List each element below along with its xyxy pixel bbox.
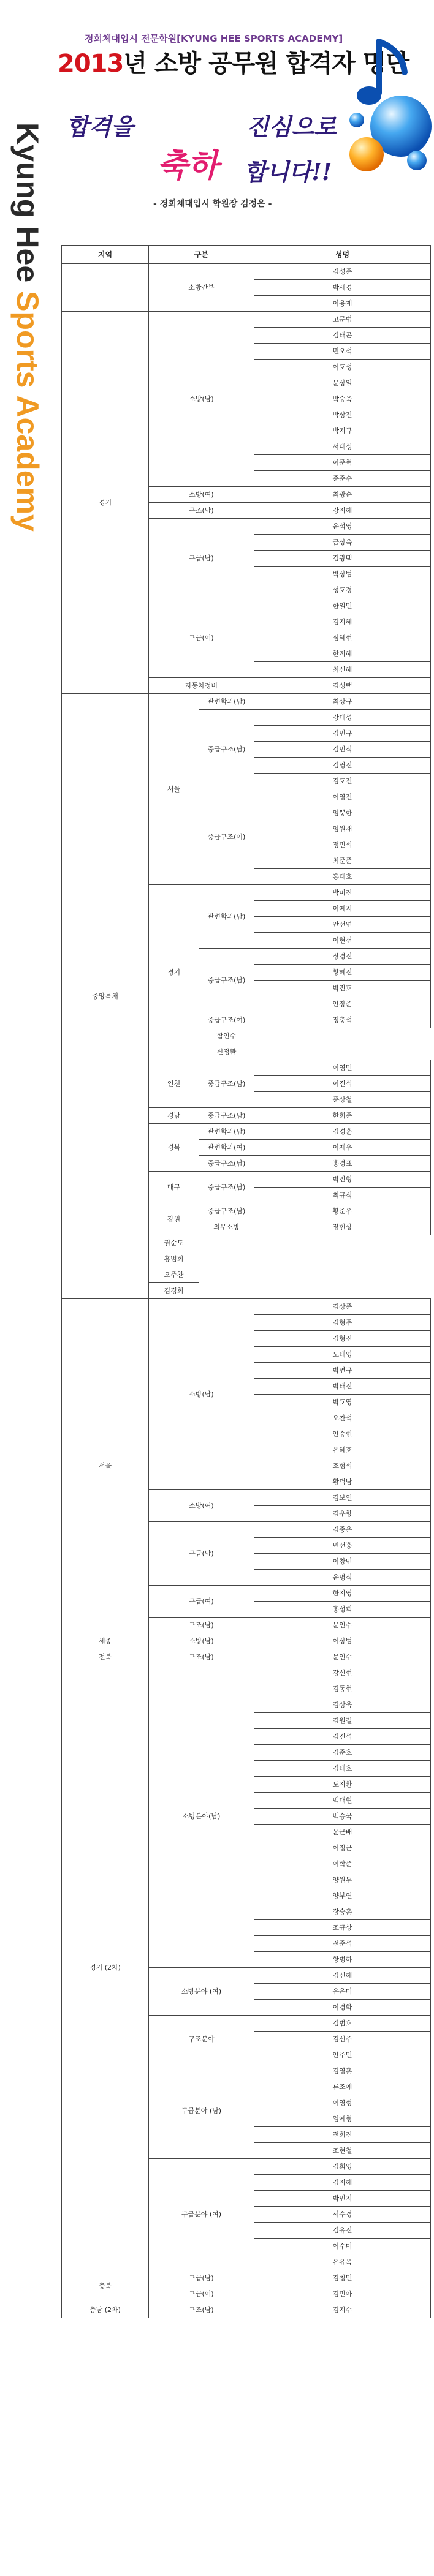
- category-cell: 구조(남): [149, 503, 254, 519]
- name-cell: 한지영: [254, 1586, 431, 1602]
- subcategory-cell: 관련학과(남): [199, 885, 254, 949]
- passers-table: [61, 245, 431, 2318]
- name-cell: 엄예형: [254, 2111, 431, 2127]
- name-cell: 조현철: [254, 2143, 431, 2159]
- name-cell: 준상철: [254, 1092, 431, 1108]
- name-cell: 김민아: [254, 2286, 431, 2302]
- subcategory-cell: 의무소방: [199, 1219, 254, 1235]
- name-cell: 이용재: [254, 296, 431, 312]
- passers-table-body: [62, 264, 431, 2318]
- subcategory-cell: 중급구조(남): [199, 1108, 254, 1124]
- name-cell: 서수경: [254, 2207, 431, 2223]
- title-text: 년 소방 공무원 합격자 명단: [123, 50, 409, 78]
- name-cell: 금상욱: [254, 535, 431, 551]
- name-cell: 김성택: [254, 678, 431, 694]
- slogan-word-4: 합니다!!: [244, 158, 332, 186]
- category-cell: 구조(남): [149, 2302, 254, 2318]
- name-cell: 이수미: [254, 2239, 431, 2254]
- name-cell: 노태영: [254, 1347, 431, 1363]
- name-cell: 강대성: [254, 710, 431, 726]
- category-cell: 소방간부: [149, 264, 254, 312]
- name-cell: 도지환: [254, 1777, 431, 1793]
- name-cell: 유혜호: [254, 1442, 431, 1458]
- name-cell: 이영형: [254, 2095, 431, 2111]
- table-header-row: [62, 246, 431, 264]
- name-cell: 윤명식: [254, 1570, 431, 1586]
- category-cell: 소방분야(남): [149, 1665, 254, 1968]
- name-cell: 고문범: [254, 312, 431, 328]
- name-cell: 장승훈: [254, 1904, 431, 1920]
- name-cell: 김원길: [254, 1713, 431, 1729]
- name-cell: 문인수: [254, 1618, 431, 1633]
- name-cell: 김우향: [254, 1506, 431, 1522]
- name-cell: 양원두: [254, 1872, 431, 1888]
- category-cell: 소방(여): [149, 1490, 254, 1522]
- name-cell: 장현상: [254, 1219, 431, 1235]
- name-cell: 김형진: [254, 1331, 431, 1347]
- name-cell: 양부연: [254, 1888, 431, 1904]
- region-cell: 서울: [62, 1299, 149, 1633]
- category-cell: 구조분야: [149, 2016, 254, 2063]
- name-cell: 정충석: [254, 1012, 431, 1028]
- name-cell: 이학준: [254, 1856, 431, 1872]
- region-cell: 중앙특채: [62, 694, 149, 1299]
- name-cell: 준준수: [254, 471, 431, 487]
- director-signature: - 경희체대입시 학원장 김정은 -: [153, 199, 272, 209]
- subcategory-cell: 중급구조(남): [199, 949, 254, 1012]
- subcategory-cell: 중급구조(남): [199, 1060, 254, 1108]
- name-cell: 김유진: [254, 2223, 431, 2239]
- name-cell: 한지혜: [254, 646, 431, 662]
- name-cell: 이진석: [254, 1076, 431, 1092]
- slogan-word-3: 축하: [157, 147, 219, 184]
- name-cell: 안주민: [254, 2047, 431, 2063]
- category-cell: 서울: [149, 694, 199, 885]
- name-cell: 이예지: [254, 901, 431, 917]
- category-cell: 인천: [149, 1060, 199, 1108]
- category-cell: 구급(여): [149, 598, 254, 678]
- subcategory-cell: 중급구조(남): [199, 1203, 254, 1219]
- name-cell: 김성준: [254, 264, 431, 280]
- name-cell: 임원재: [254, 821, 431, 837]
- category-cell: 자동차정비: [149, 678, 254, 694]
- slogan-word-2: 진심으로: [246, 113, 337, 140]
- slogan-word-1: 합격을: [66, 113, 134, 140]
- name-cell: 문상일: [254, 375, 431, 391]
- name-cell: 김태곤: [254, 328, 431, 344]
- header-name: 성명: [254, 246, 431, 264]
- name-cell: 김민식: [254, 742, 431, 758]
- name-cell: 이재우: [254, 1140, 431, 1156]
- name-cell: 성호경: [254, 582, 431, 598]
- name-cell: 최광순: [254, 487, 431, 503]
- region-cell: 전북: [62, 1649, 149, 1665]
- name-cell: 정민석: [254, 837, 431, 853]
- name-cell: 유유옥: [254, 2254, 431, 2270]
- name-cell: 박미진: [254, 885, 431, 901]
- table-row: [62, 1633, 431, 1649]
- name-cell: 박지규: [254, 423, 431, 439]
- name-cell: 류조예: [254, 2079, 431, 2095]
- name-cell: 김상준: [254, 1299, 431, 1315]
- name-cell: 최신혜: [254, 662, 431, 678]
- vertical-brand-banner: [10, 122, 45, 710]
- region-cell: 경기 (2차): [62, 1665, 149, 2270]
- music-note-bubbles-icon: [343, 34, 434, 181]
- region-cell: 경기: [62, 312, 149, 694]
- category-cell: 소방(여): [149, 487, 254, 503]
- name-cell: 박세경: [254, 280, 431, 296]
- name-cell: 조규상: [254, 1920, 431, 1936]
- name-cell: 장경진: [254, 949, 431, 965]
- table-row: [62, 1299, 431, 1315]
- name-cell: 민오석: [254, 344, 431, 360]
- category-cell: 소방분야 (여): [149, 1968, 254, 2016]
- category-cell: 구조(남): [149, 1649, 254, 1665]
- category-cell: 강원: [149, 1203, 199, 1235]
- name-cell: 임뿡한: [254, 805, 431, 821]
- subcategory-cell: 관련학과(여): [199, 1140, 254, 1156]
- title-year: 2013: [58, 50, 124, 78]
- table-row: [62, 694, 431, 710]
- name-cell: 김동현: [254, 1681, 431, 1697]
- name-cell: 안선연: [254, 917, 431, 933]
- name-cell: 김청민: [254, 2270, 431, 2286]
- name-cell: 이상범: [254, 1633, 431, 1649]
- name-cell: 함인수: [199, 1028, 254, 1044]
- category-cell: 구급(남): [149, 2270, 254, 2286]
- name-cell: 권순도: [149, 1235, 199, 1251]
- category-cell: 소방(남): [149, 312, 254, 487]
- category-cell: 소방(남): [149, 1299, 254, 1490]
- subcategory-cell: 중급구조(여): [199, 1012, 254, 1028]
- name-cell: 강신현: [254, 1665, 431, 1681]
- name-cell: 박연규: [254, 1363, 431, 1379]
- name-cell: 신정환: [199, 1044, 254, 1060]
- subcategory-cell: 중급구조(남): [199, 1172, 254, 1203]
- page-header: [0, 0, 434, 245]
- region-cell: 충남 (2차): [62, 2302, 149, 2318]
- category-cell: 구급(남): [149, 1522, 254, 1586]
- brand-kyunghee: Kyung Hee: [10, 122, 45, 292]
- name-cell: 김지혜: [254, 614, 431, 630]
- header-category: 구분: [149, 246, 254, 264]
- name-cell: 박상범: [254, 567, 431, 582]
- subcategory-cell: 관련학과(남): [199, 694, 254, 710]
- category-cell: 구조(남): [149, 1618, 254, 1633]
- name-cell: 김신혜: [254, 1968, 431, 1984]
- name-cell: 김선주: [254, 2032, 431, 2047]
- name-cell: 박진호: [254, 981, 431, 996]
- brand-sports-academy: Sports Academy: [10, 291, 45, 532]
- category-cell: 구급분야 (여): [149, 2159, 254, 2270]
- name-cell: 김지수: [254, 2302, 431, 2318]
- table-row: [62, 1649, 431, 1665]
- name-cell: 오찬석: [254, 1410, 431, 1426]
- name-cell: 홍성희: [254, 1602, 431, 1618]
- header-region: 지역: [62, 246, 149, 264]
- name-cell: 이정근: [254, 1840, 431, 1856]
- name-cell: 홍태호: [254, 869, 431, 885]
- name-cell: 김지혜: [254, 2175, 431, 2191]
- category-cell: 구급분야 (남): [149, 2063, 254, 2159]
- region-cell: [62, 264, 149, 312]
- name-cell: 김형주: [254, 1315, 431, 1331]
- name-cell: 이준혁: [254, 455, 431, 471]
- name-cell: 홍경표: [254, 1156, 431, 1172]
- name-cell: 김영훈: [254, 2063, 431, 2079]
- name-cell: 김호진: [254, 774, 431, 789]
- name-cell: 한희준: [254, 1108, 431, 1124]
- name-cell: 심혜현: [254, 630, 431, 646]
- academy-name: 경희체대입시 전문학원[KYUNG HEE SPORTS ACADEMY]: [85, 33, 343, 44]
- table-row: [62, 312, 431, 328]
- table-row: [62, 2302, 431, 2318]
- name-cell: 전준석: [254, 1936, 431, 1952]
- name-cell: 이호성: [254, 360, 431, 375]
- region-cell: 충북: [62, 2270, 149, 2302]
- name-cell: 조형석: [254, 1458, 431, 1474]
- name-cell: 김경훈: [254, 1124, 431, 1140]
- name-cell: 김희영: [254, 2159, 431, 2175]
- name-cell: 김광택: [254, 551, 431, 567]
- name-cell: 전희진: [254, 2127, 431, 2143]
- subcategory-cell: 중급구조(남): [199, 1156, 254, 1172]
- name-cell: 김경희: [149, 1283, 199, 1299]
- table-row: [62, 264, 431, 280]
- name-cell: 서대성: [254, 439, 431, 455]
- name-cell: 민선홍: [254, 1538, 431, 1554]
- name-cell: 한일민: [254, 598, 431, 614]
- name-cell: 김범호: [254, 2016, 431, 2032]
- region-cell: 세종: [62, 1633, 149, 1649]
- name-cell: 김영진: [254, 758, 431, 774]
- name-cell: 김준호: [254, 1745, 431, 1761]
- category-cell: 경남: [149, 1108, 199, 1124]
- brand-name: [10, 122, 45, 532]
- name-cell: 이창민: [254, 1554, 431, 1570]
- name-cell: 황덕남: [254, 1474, 431, 1490]
- name-cell: 김진석: [254, 1729, 431, 1745]
- name-cell: 김종은: [254, 1522, 431, 1538]
- name-cell: 이영민: [254, 1060, 431, 1076]
- name-cell: 홍범희: [149, 1251, 199, 1267]
- name-cell: 유은미: [254, 1984, 431, 2000]
- name-cell: 김태호: [254, 1761, 431, 1777]
- name-cell: 이경화: [254, 2000, 431, 2016]
- name-cell: 박상진: [254, 407, 431, 423]
- name-cell: 이현선: [254, 933, 431, 949]
- category-cell: 경북: [149, 1124, 199, 1172]
- category-cell: 대구: [149, 1172, 199, 1203]
- name-cell: 황준우: [254, 1203, 431, 1219]
- name-cell: 이영진: [254, 789, 431, 805]
- category-cell: 구급(남): [149, 519, 254, 598]
- name-cell: 문인수: [254, 1649, 431, 1665]
- name-cell: 백승국: [254, 1809, 431, 1825]
- subcategory-cell: 중급구조(여): [199, 789, 254, 885]
- name-cell: 박호영: [254, 1395, 431, 1410]
- name-cell: 박진형: [254, 1172, 431, 1188]
- name-cell: 오주찬: [149, 1267, 199, 1283]
- name-cell: 최규식: [254, 1188, 431, 1203]
- table-row: [62, 1665, 431, 1681]
- name-cell: 박민지: [254, 2191, 431, 2207]
- name-cell: 김민규: [254, 726, 431, 742]
- name-cell: 황혜진: [254, 965, 431, 981]
- name-cell: 김상욱: [254, 1697, 431, 1713]
- name-cell: 박태진: [254, 1379, 431, 1395]
- category-cell: 소방(남): [149, 1633, 254, 1649]
- name-cell: 황병하: [254, 1952, 431, 1968]
- name-cell: 박승욱: [254, 391, 431, 407]
- subcategory-cell: 관련학과(남): [199, 1124, 254, 1140]
- name-cell: 강지혜: [254, 503, 431, 519]
- name-cell: 안장준: [254, 996, 431, 1012]
- name-cell: 윤근배: [254, 1825, 431, 1840]
- subcategory-cell: 중급구조(남): [199, 710, 254, 789]
- name-cell: 최상규: [254, 694, 431, 710]
- category-cell: 경기: [149, 885, 199, 1060]
- name-cell: 김보연: [254, 1490, 431, 1506]
- name-cell: 백대현: [254, 1793, 431, 1809]
- category-cell: 구급(여): [149, 2286, 254, 2302]
- table-row: [62, 2270, 431, 2286]
- name-cell: 최준준: [254, 853, 431, 869]
- name-cell: 윤석영: [254, 519, 431, 535]
- name-cell: 안승현: [254, 1426, 431, 1442]
- category-cell: 구급(여): [149, 1586, 254, 1618]
